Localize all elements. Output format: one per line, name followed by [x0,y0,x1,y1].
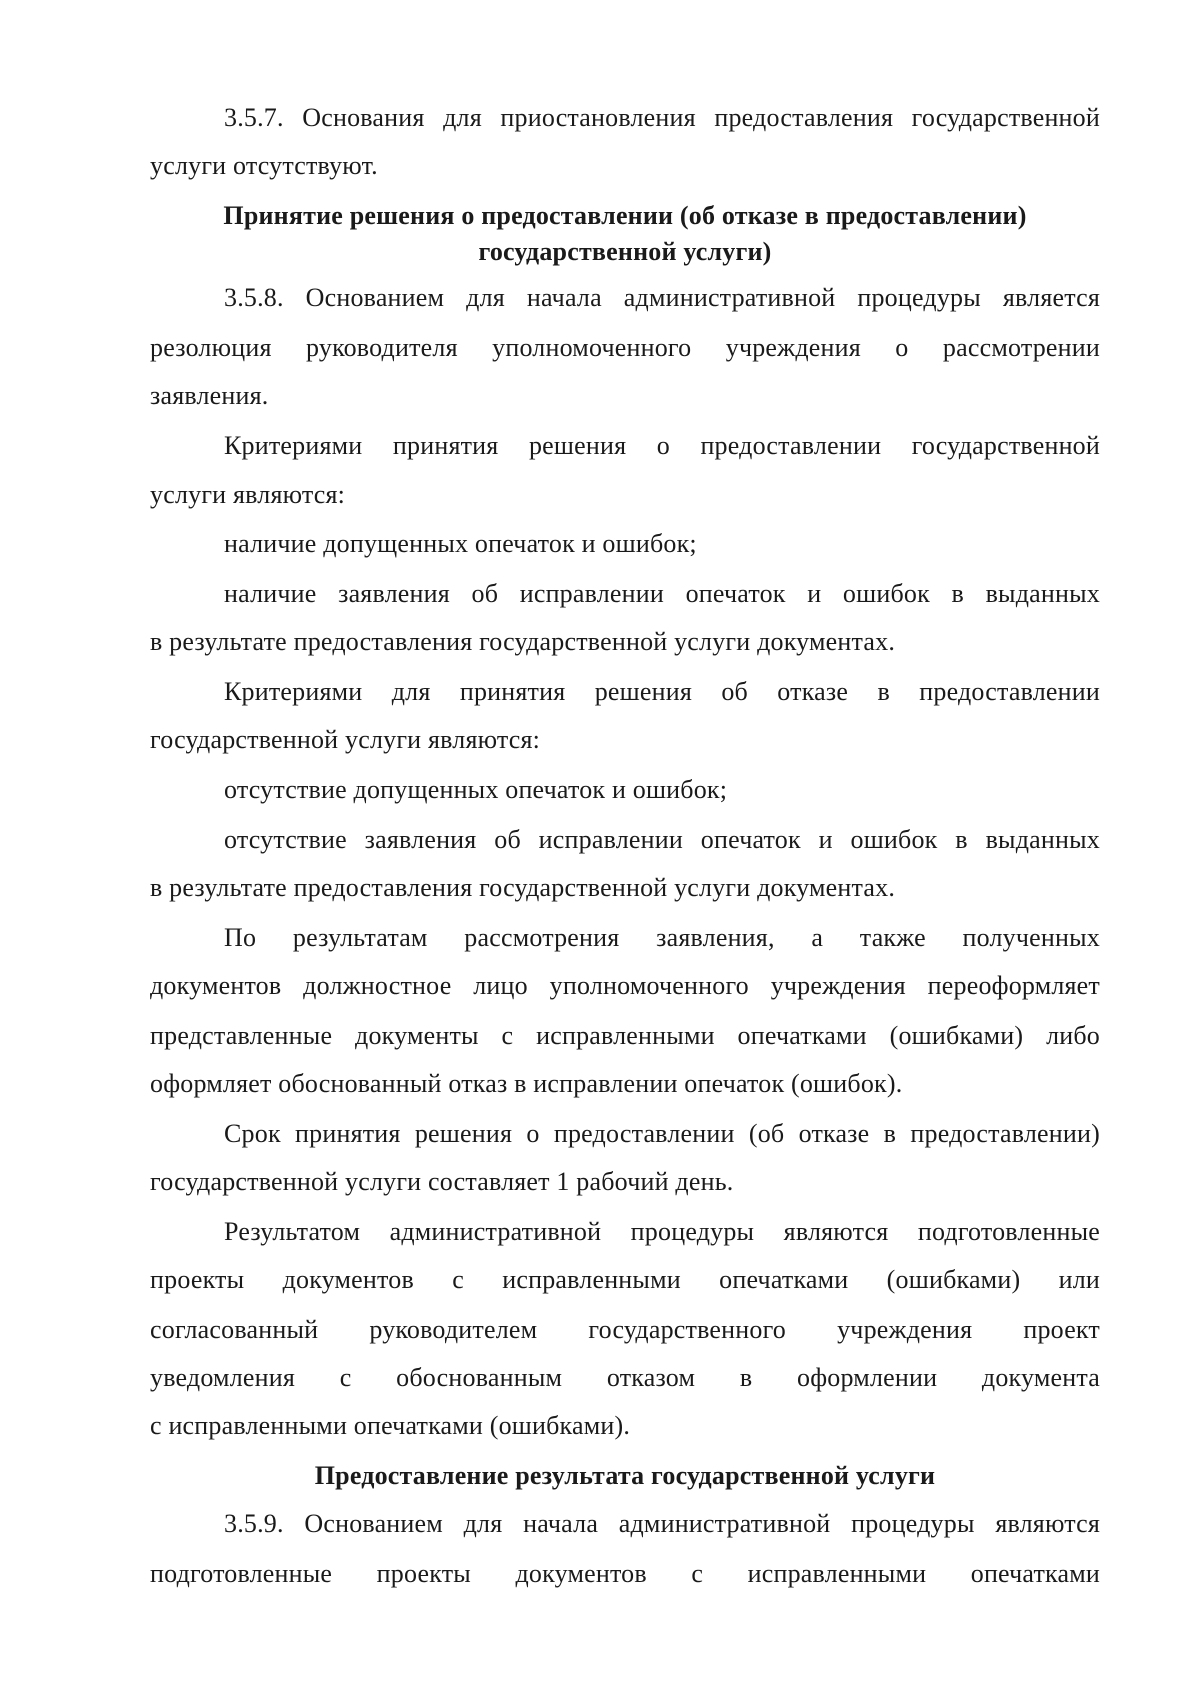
review-results-line-3: представленные документы с исправленными опечатками (ошибками) либо [150,1021,1100,1050]
procedure-result-line-4: уведомления с обоснованным отказом в оформлении документа [150,1363,1100,1392]
criteria-grant-item-2-line-1: наличие заявления об исправлении опечаток и ошибок в выданных [224,579,1100,608]
criteria-grant-line-1: Критериями принятия решения о предоставлении государственной [224,431,1100,460]
section-heading-decision-line-2: государственной услуги) [478,237,772,266]
paragraph-3-5-9-line-2: подготовленные проекты документов с исправленными опечатками [150,1559,1100,1588]
criteria-refusal-line-1: Критериями для принятия решения об отказе в предоставлении [224,677,1100,706]
section-heading-result-delivery: Предоставление результата государственной услуги [314,1461,936,1490]
paragraph-3-5-7-line-1: 3.5.7. Основания для приостановления предоставления государственной [224,103,1100,132]
decision-term-line-2: государственной услуги составляет 1 рабочий день. [150,1167,734,1196]
review-results-line-1: По результатам рассмотрения заявления, а также полученных [224,923,1100,952]
criteria-grant-item-2-line-2: в результате предоставления государственной услуги документах. [150,627,896,656]
review-results-line-2: документов должностное лицо уполномоченного учреждения переоформляет [150,971,1100,1000]
section-heading-decision-line-1: Принятие решения о предоставлении (об отказе в предоставлении) [223,201,1027,230]
criteria-refusal-item-2-line-2: в результате предоставления государственной услуги документах. [150,873,896,902]
paragraph-3-5-9-line-1: 3.5.9. Основанием для начала административной процедуры являются [224,1509,1100,1538]
review-results-line-4: оформляет обоснованный отказ в исправлении опечаток (ошибок). [150,1069,903,1098]
criteria-refusal-item-2-line-1: отсутствие заявления об исправлении опечаток и ошибок в выданных [224,825,1100,854]
paragraph-3-5-8-line-1: 3.5.8. Основанием для начала административной процедуры является [224,283,1100,312]
paragraph-3-5-8-line-3: заявления. [150,381,269,410]
procedure-result-line-1: Результатом административной процедуры являются подготовленные [224,1217,1100,1246]
criteria-grant-line-2: услуги являются: [150,480,346,509]
procedure-result-line-5: с исправленными опечатками (ошибками). [150,1411,631,1440]
criteria-refusal-item-1: отсутствие допущенных опечаток и ошибок; [224,775,728,804]
decision-term-line-1: Срок принятия решения о предоставлении (об отказе в предоставлении) [224,1119,1100,1148]
procedure-result-line-2: проекты документов с исправленными опечатками (ошибками) или [150,1265,1100,1294]
criteria-grant-item-1: наличие допущенных опечаток и ошибок; [224,529,697,558]
procedure-result-line-3: согласованный руководителем государственного учреждения проект [150,1315,1100,1344]
paragraph-3-5-7-line-2: услуги отсутствуют. [150,151,378,180]
paragraph-3-5-8-line-2: резолюция руководителя уполномоченного учреждения о рассмотрении [150,333,1100,362]
criteria-refusal-line-2: государственной услуги являются: [150,725,541,754]
